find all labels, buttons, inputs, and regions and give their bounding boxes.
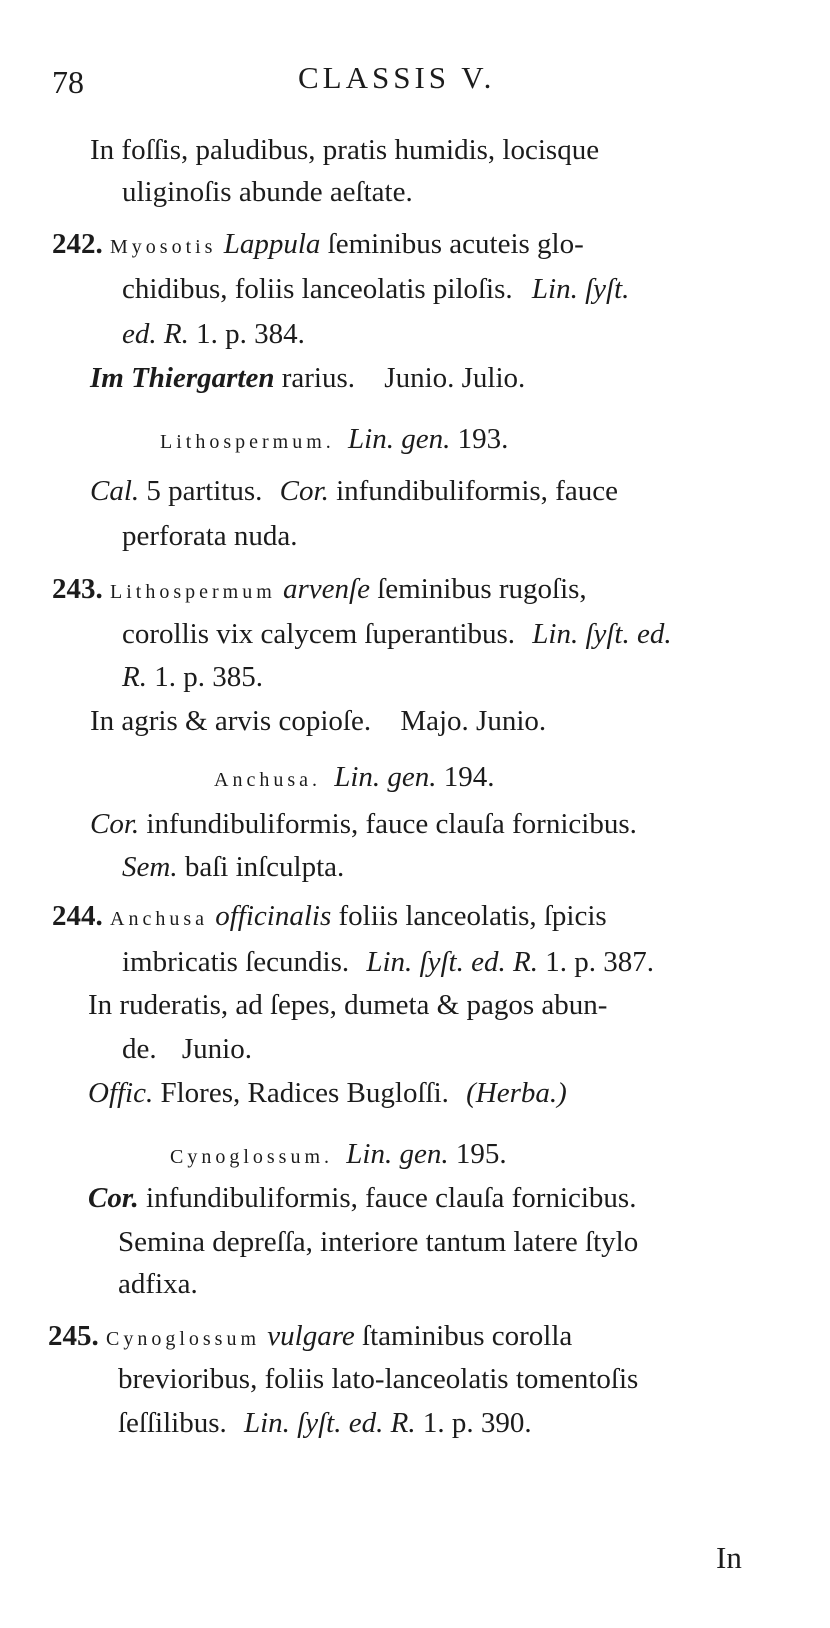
description: foliis lanceolatis, ſpicis bbox=[338, 900, 607, 932]
description-line: imbricatis ſecundis. Lin. ſyſt. ed. R. 1. p. 387. bbox=[122, 946, 654, 978]
species-entry-242 bbox=[52, 230, 584, 259]
genus-character-line: Cal. 5 partitus. Cor. infundibuliformis, fauce bbox=[90, 475, 618, 507]
genus-name: Myosotis bbox=[110, 236, 217, 258]
flowering-months: Junio. bbox=[181, 1033, 252, 1065]
species-name: arvenſe bbox=[283, 573, 370, 605]
description: ſeminibus rugoſis, bbox=[377, 573, 587, 605]
species-entry-243 bbox=[52, 575, 587, 604]
description: ſtaminibus corolla bbox=[362, 1320, 573, 1352]
reference-line: R. 1. p. 385. bbox=[122, 661, 263, 693]
reference: Lin. ſyſt. ed. R. bbox=[366, 946, 538, 978]
habitat-line: In ruderatis, ad ſepes, dumeta & pagos abun- bbox=[88, 989, 608, 1021]
species-entry-244 bbox=[52, 902, 607, 931]
species-entry-245 bbox=[48, 1322, 572, 1351]
genus-character-line: adfixa. bbox=[118, 1268, 198, 1300]
reference: Lin. ſyſt. ed. R. bbox=[244, 1407, 416, 1439]
description-line: brevioribus, foliis lato-lanceolatis tomentoſis bbox=[118, 1363, 639, 1395]
entry-number: 242. bbox=[52, 228, 103, 260]
genus-heading: Cynoglossum. Lin. gen. 195. bbox=[170, 1138, 507, 1170]
genus-character-line: perforata nuda. bbox=[122, 520, 298, 552]
genus-character-line: Cor. infundibuliformis, fauce clauſa fornicibus. bbox=[88, 1182, 637, 1214]
genus-character-line: Semina depreſſa, interiore tantum latere ſtylo bbox=[118, 1226, 639, 1258]
habitat-line: uliginoſis abunde aeſtate. bbox=[122, 176, 413, 208]
genus-character-line: Sem. baſi inſculpta. bbox=[122, 851, 345, 883]
description-line: corollis vix calycem ſuperantibus. Lin. ſyſt. ed. bbox=[122, 618, 672, 650]
flowering-months: Majo. Junio. bbox=[400, 705, 547, 737]
entry-number: 244. bbox=[52, 900, 103, 932]
entry-number: 243. bbox=[52, 573, 103, 605]
habitat-line: In agris & arvis copioſe. Majo. Junio. bbox=[90, 705, 547, 737]
catchword: In bbox=[716, 1540, 742, 1575]
reference-line: ed. R. 1. p. 384. bbox=[122, 318, 305, 350]
description: ſeminibus acuteis glo- bbox=[327, 228, 584, 260]
reference: Lin. ſyſt. ed. bbox=[532, 618, 672, 650]
reference: Lin. ſyſt. bbox=[531, 273, 630, 305]
flowering-months: Junio. Julio. bbox=[384, 362, 526, 394]
page-number: 78 bbox=[52, 64, 84, 100]
entry-number: 245. bbox=[48, 1320, 99, 1352]
description-line: ſeſſilibus. Lin. ſyſt. ed. R. 1. p. 390. bbox=[118, 1407, 532, 1439]
genus-name: Lithospermum bbox=[110, 581, 276, 603]
genus-name: Anchusa bbox=[110, 908, 208, 930]
habitat-line: de. Junio. bbox=[122, 1033, 252, 1065]
genus-character-line: Cor. infundibuliformis, fauce clauſa fornicibus. bbox=[90, 808, 637, 840]
officinal-line: Offic. Flores, Radices Bugloſſi. (Herba.) bbox=[88, 1077, 567, 1109]
species-name: officinalis bbox=[215, 900, 332, 932]
species-name: vulgare bbox=[267, 1320, 355, 1352]
species-name: Lappula bbox=[223, 228, 321, 260]
genus-heading: Anchusa. Lin. gen. 194. bbox=[214, 761, 495, 793]
genus-name: Cynoglossum bbox=[106, 1328, 261, 1350]
running-head: CLASSIS V. bbox=[298, 60, 496, 95]
habitat-line: Im Thiergarten rarius. Junio. Julio. bbox=[90, 362, 526, 394]
habitat-line: In foſſis, paludibus, pratis humidis, locisque bbox=[90, 134, 600, 166]
description-line: chidibus, foliis lanceolatis piloſis. Lin. ſyſt. bbox=[122, 273, 630, 305]
genus-heading: Lithospermum. Lin. gen. 193. bbox=[160, 423, 509, 455]
